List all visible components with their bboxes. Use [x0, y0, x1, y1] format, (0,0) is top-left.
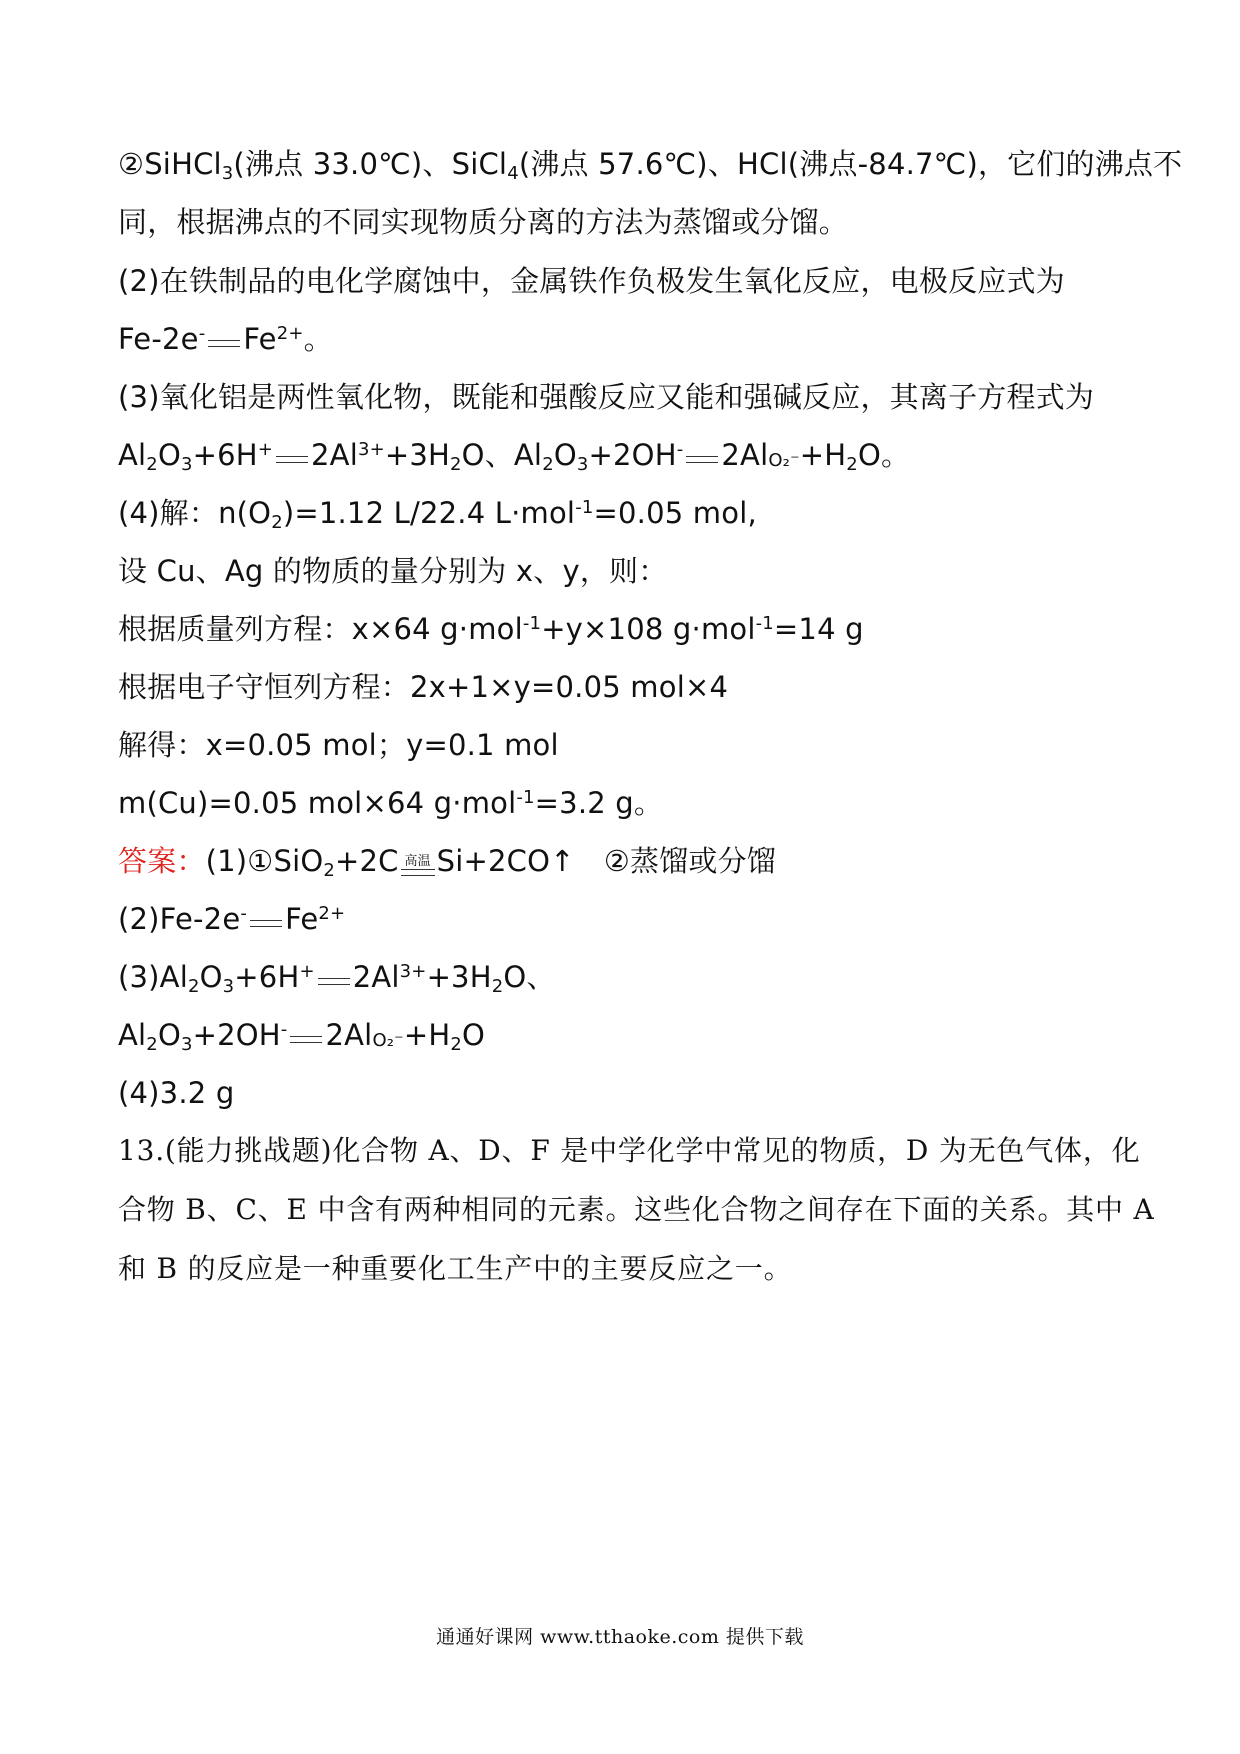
question-13-line-2: 合物 B、C、E 中含有两种相同的元素。这些化合物之间存在下面的关系。其中 A: [118, 1193, 1155, 1226]
equals-sign: [250, 920, 282, 927]
answer-line-2: (2)Fe-2e- $Fe^{2+}$: [118, 902, 346, 936]
text-line-7: (4)解：$n(O_2)=1.12$ L/22.4 L·mol$^{-1}$=0.05 mol,: [118, 496, 757, 534]
text-line-5: (3)氧化铝是两性氧化物，既能和强酸反应又能和强碱反应，其离子方程式为: [118, 380, 1095, 414]
answer-line-1: 答案：(1)①SiO$_2$+2C 高温 Si+2CO↑ ②蒸馏或分馏: [118, 844, 777, 882]
equation-line-al2o3: $Al_2O_3+6H^+$ $2Al^{3+}+3H_2O$、$Al_2O_3+2OH^-$ $2AlO_2^-+H_2O$。: [118, 438, 911, 476]
text-line-9: 根据质量列方程：x×64 g·mol$^{-1}$+y×108 g·mol$^{-1}$=14 g: [118, 612, 864, 646]
page-footer: 通通好课网 www.tthaoke.com 提供下载: [436, 1626, 804, 1648]
answer-line-3: $(3)Al_2O_3+6H^+$ $2Al^{3+}+3H_2O$、: [118, 960, 556, 998]
text-line-3: (2)在铁制品的电化学腐蚀中，金属铁作负极发生氧化反应，电极反应式为: [118, 264, 1065, 298]
question-13-line-1: 13.(能力挑战题)化合物 A、D、F 是中学化学中常见的物质，D 为无色气体，化: [118, 1134, 1141, 1167]
question-13-line-3: 和 B 的反应是一种重要化工生产中的主要反应之一。: [118, 1252, 793, 1285]
text-line-8: 设 Cu、Ag 的物质的量分别为 x、y，则：: [118, 554, 668, 588]
text-line-10: 根据电子守恒列方程：2x+1×y=0.05 mol×4: [118, 670, 729, 704]
answer-line-5: (4)3.2 g: [118, 1076, 235, 1110]
high-temp-equals: 高温: [401, 855, 435, 876]
equation-line-fe: Fe-2e- $Fe^{2+}$。: [118, 322, 333, 356]
equals-sign: [290, 1036, 322, 1043]
text-line-12: m(Cu)=0.05 mol×64 g·mol$^{-1}$=3.2 g。: [118, 786, 664, 820]
equals-sign: [686, 456, 718, 463]
text-line-1: ②SiHCl$_3$(沸点 33.0℃)、SiCl$_4$(沸点 57.6℃)、HCl(沸点-84.7℃)，它们的沸点不: [118, 147, 1183, 185]
equals-sign: [318, 978, 350, 985]
answer-line-4: $Al_2O_3+2OH^-$ $2AlO_2^-+H_2O$: [118, 1018, 486, 1056]
answer-label: 答案：: [118, 844, 206, 878]
text-line-11: 解得：x=0.05 mol；y=0.1 mol: [118, 728, 559, 762]
equals-sign: [276, 456, 308, 463]
text-line-2: 同，根据沸点的不同实现物质分离的方法为蒸馏或分馏。: [118, 205, 849, 239]
equals-sign: [208, 340, 240, 347]
